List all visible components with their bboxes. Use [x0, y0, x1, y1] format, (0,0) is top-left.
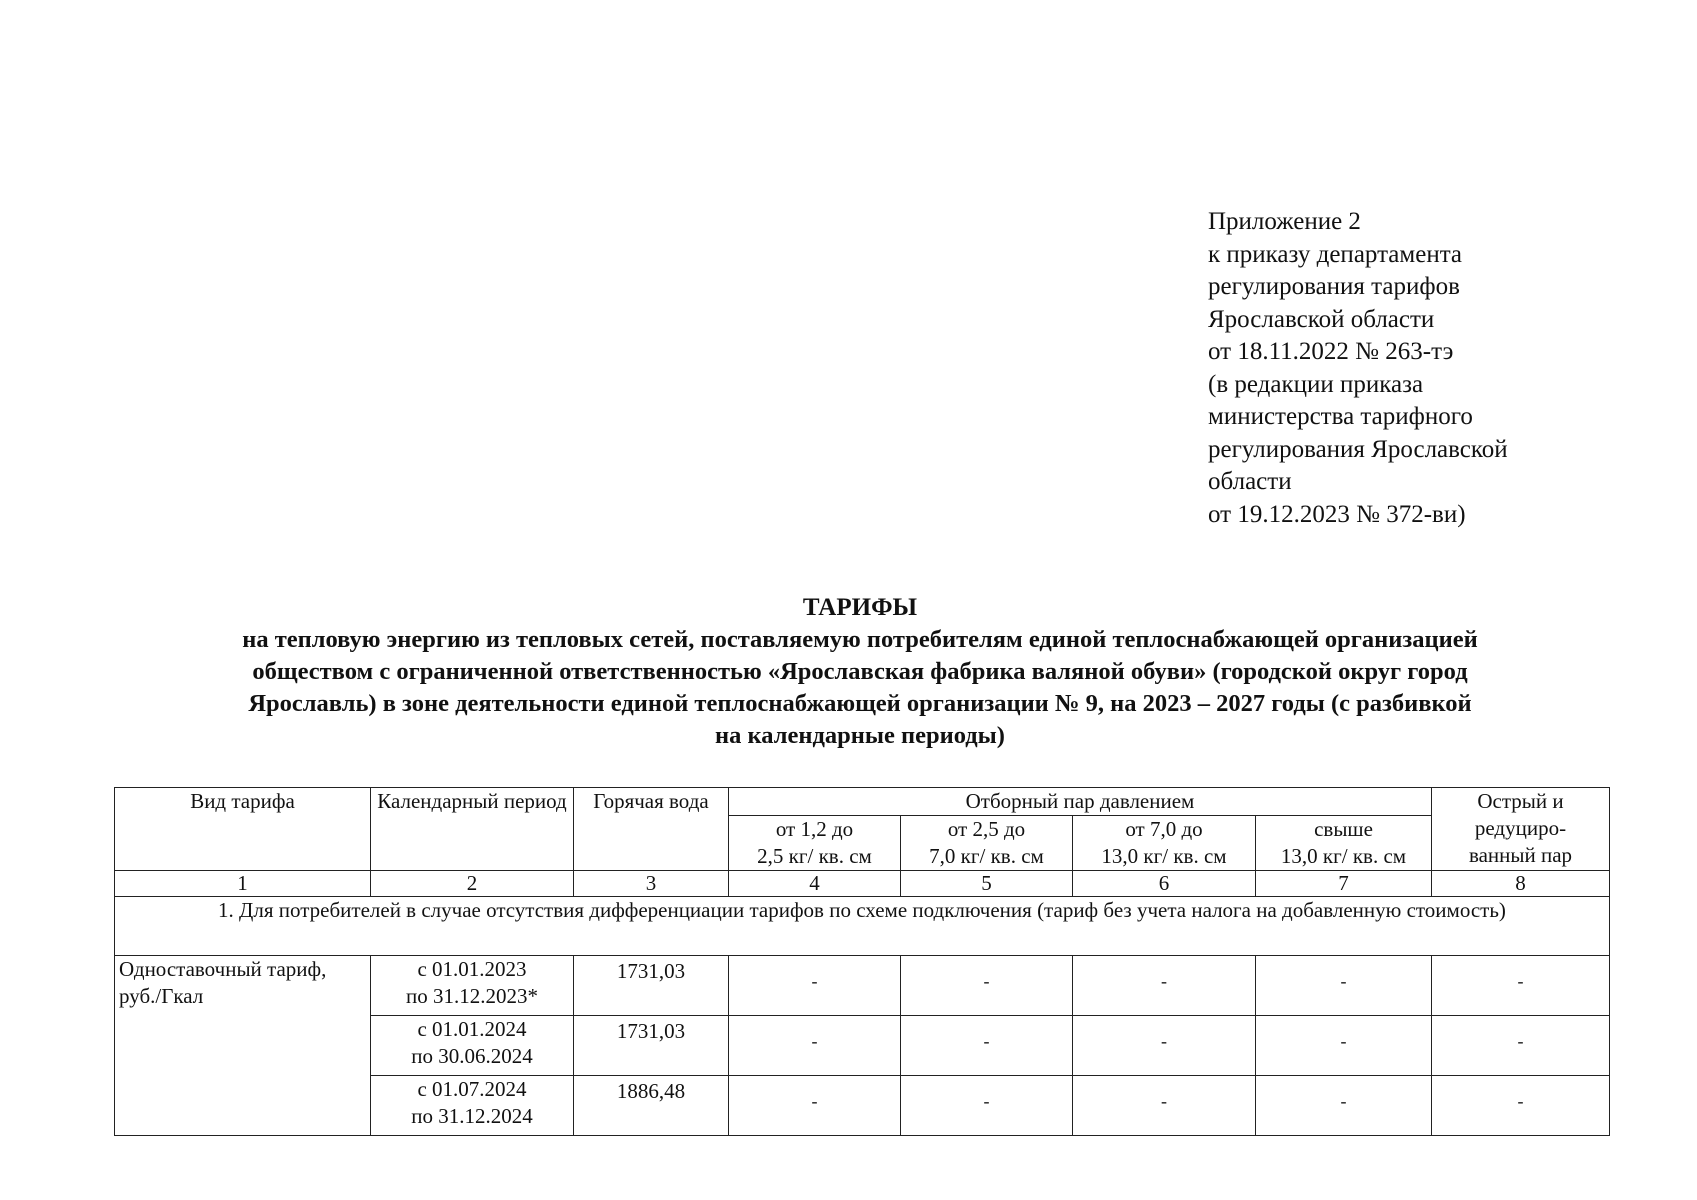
dash: - — [1161, 1031, 1167, 1051]
header-hot-water: Горячая вода — [574, 788, 729, 871]
steam-3-value — [1073, 956, 1256, 1016]
dash: - — [1340, 1091, 1347, 1111]
annex-line: области — [1208, 468, 1292, 495]
annex-line: Приложение 2 — [1208, 208, 1361, 235]
annex-line: Ярославской области — [1208, 305, 1435, 333]
annex-line: министерства тарифного — [1208, 403, 1473, 430]
header-period: Календарный период — [371, 788, 574, 871]
column-number-row — [115, 871, 1610, 897]
annex-line: к приказу департамента — [1208, 240, 1463, 268]
header-sharp-line: ванный пар — [1468, 843, 1573, 867]
column-number: 4 — [729, 871, 901, 897]
dash: - — [983, 971, 990, 991]
title-line: Ярославль) в зоне деятельности единой теплоснабжающей организации № 9, на 2023 – 2027 годы (с разбивкой — [248, 690, 1472, 717]
header-steam-4 — [1256, 816, 1432, 871]
dash: - — [811, 1031, 818, 1051]
sharp-steam-value — [1432, 1016, 1610, 1076]
section-row — [115, 897, 1610, 956]
header-steam-3-line: от 7,0 до — [1125, 817, 1203, 841]
column-number: 2 — [371, 871, 574, 897]
annex-line: от 19.12.2023 № 372-ви) — [1208, 500, 1466, 528]
dash: - — [811, 1091, 818, 1111]
header-steam-2-line: от 2,5 до — [947, 817, 1026, 841]
title-line: обществом с ограниченной ответственностью «Ярославская фабрика валяной обуви» (городской округ город — [252, 658, 1468, 685]
steam-3-value — [1073, 1016, 1256, 1076]
steam-2-value — [901, 1016, 1073, 1076]
steam-1-value — [729, 1016, 901, 1076]
steam-2-value — [901, 956, 1073, 1016]
dash: - — [1161, 971, 1167, 991]
section-heading: 1. Для потребителей в случае отсутствия дифференциации тарифов по схеме подключения (тариф без учета налога на добавленную стоимость) — [115, 897, 1610, 956]
header-steam-2-line: 7,0 кг/ кв. см — [929, 844, 1044, 868]
period-cell — [371, 1076, 574, 1136]
sharp-steam-value — [1432, 1076, 1610, 1136]
dash: - — [1340, 971, 1347, 991]
period-cell — [371, 1016, 574, 1076]
header-row — [115, 788, 1610, 816]
header-steam-4-line: свыше — [1314, 817, 1373, 841]
annex-line: от 18.11.2022 № 263-тэ — [1208, 338, 1454, 365]
steam-4-value — [1256, 1076, 1432, 1136]
dash: - — [983, 1031, 990, 1051]
hot-water-value: 1731,03 — [574, 1016, 729, 1076]
period-cell — [371, 956, 574, 1016]
title-main: ТАРИФЫ — [802, 594, 918, 621]
dash: - — [1517, 1031, 1524, 1051]
hot-water-value: 1886,48 — [574, 1076, 729, 1136]
header-steam-4-line: 13,0 кг/ кв. см — [1280, 844, 1407, 868]
column-number: 6 — [1073, 871, 1256, 897]
column-number: 7 — [1256, 871, 1432, 897]
period-to: по 31.12.2024 — [411, 1104, 533, 1128]
steam-3-value — [1073, 1076, 1256, 1136]
document-title — [135, 592, 1585, 752]
steam-4-value — [1256, 1016, 1432, 1076]
steam-2-value — [901, 1076, 1073, 1136]
dash: - — [1517, 1091, 1524, 1111]
header-steam-2 — [901, 816, 1073, 871]
annex-block — [1208, 206, 1508, 531]
header-steam-1 — [729, 816, 901, 871]
annex-line: регулирования Ярославской — [1208, 435, 1508, 463]
steam-1-value — [729, 1076, 901, 1136]
header-steam-group: Отборный пар давлением — [729, 788, 1432, 816]
sharp-steam-value — [1432, 956, 1610, 1016]
header-sharp-line: редуциро- — [1474, 816, 1567, 840]
dash: - — [1340, 1031, 1347, 1051]
dash: - — [1161, 1091, 1167, 1111]
tariff-table — [114, 787, 1610, 1136]
steam-4-value — [1256, 956, 1432, 1016]
header-steam-1-line: 2,5 кг/ кв. см — [757, 844, 872, 868]
column-number: 5 — [901, 871, 1073, 897]
header-steam-3-line: 13,0 кг/ кв. см — [1101, 844, 1227, 868]
steam-1-value — [729, 956, 901, 1016]
header-kind: Вид тарифа — [115, 788, 371, 871]
period-from: с 01.01.2024 — [417, 1017, 527, 1041]
title-line: на календарные периоды) — [715, 722, 1005, 749]
header-sharp-line: Острый и — [1477, 789, 1564, 813]
header-sharp-steam — [1432, 788, 1610, 871]
annex-line: (в редакции приказа — [1208, 370, 1424, 398]
column-number: 8 — [1432, 871, 1610, 897]
dash: - — [983, 1091, 990, 1111]
tariff-kind: Одноставочный тариф, руб./Гкал — [115, 956, 371, 1136]
period-to: по 30.06.2024 — [411, 1044, 533, 1068]
annex-line: регулирования тарифов — [1208, 273, 1460, 300]
header-steam-1-line: от 1,2 до — [775, 817, 854, 841]
table-row — [115, 956, 1610, 1016]
dash: - — [1517, 971, 1524, 991]
period-from: с 01.01.2023 — [417, 957, 527, 981]
period-from: с 01.07.2024 — [417, 1077, 527, 1101]
column-number: 3 — [574, 871, 729, 897]
column-number: 1 — [115, 871, 371, 897]
title-line: на тепловую энергию из тепловых сетей, поставляемую потребителям единой теплоснабжающей организацией — [242, 626, 1478, 653]
dash: - — [811, 971, 818, 991]
period-to: по 31.12.2023* — [406, 984, 538, 1008]
header-steam-3 — [1073, 816, 1256, 871]
hot-water-value: 1731,03 — [574, 956, 729, 1016]
